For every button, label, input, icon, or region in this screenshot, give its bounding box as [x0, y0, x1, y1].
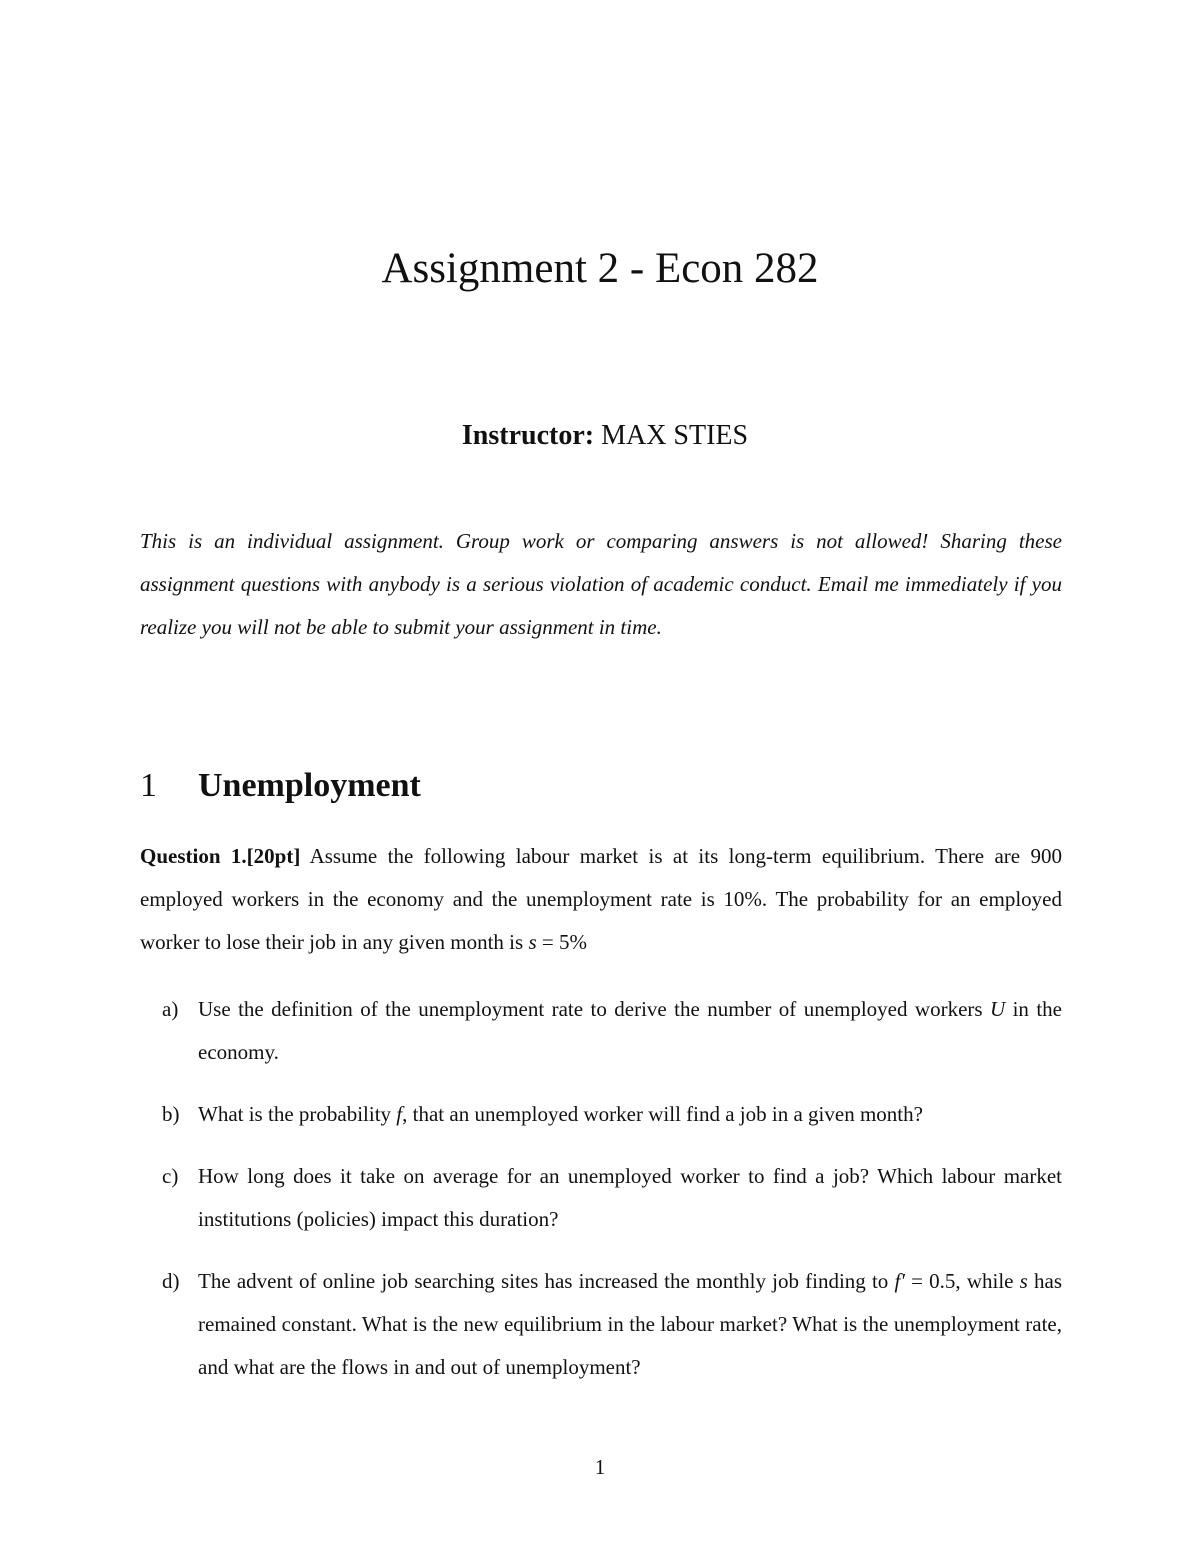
assignment-notice: This is an individual assignment. Group work or comparing answers is not allowed! Sharing these assignment questions with anybody is a serious violation of academic conduct. Email me immediately if you realize you will not be able to submit your assignment in time. — [140, 529, 1062, 639]
page-number: 1 — [594, 1455, 606, 1479]
question-1 — [140, 835, 1062, 964]
question-label: Question 1.[20pt] — [140, 844, 301, 868]
question-formula-var: s — [528, 930, 537, 954]
question-formula-rest: = 5% — [541, 930, 587, 954]
instructor-label: Instructor: — [461, 420, 595, 451]
question-text: Assume the following labour market is at its long-term equilibrium. There are 900 employed workers in the economy and the unemployment rate is 10%. The probability for an employed worker to lose their job in any given month is — [140, 844, 1063, 954]
section-heading — [140, 764, 421, 808]
part-var: U — [990, 997, 1006, 1021]
part-text-after: in the economy. — [198, 997, 1063, 1064]
section-title: Unemployment — [198, 767, 421, 804]
part-text: Use the definition of the unemployment rate to derive the number of unemployed workers — [198, 997, 983, 1021]
question-part-b — [140, 1093, 1062, 1136]
instructor-line — [0, 419, 1200, 453]
section-number: 1 — [140, 767, 157, 804]
part-text-after: , that an unemployed worker will find a job in a given month? — [402, 1102, 923, 1126]
part-text: How long does it take on average for an unemployed worker to find a job? Which labour market institutions (policies) impact this duration? — [198, 1164, 1062, 1231]
part-marker: d) — [162, 1269, 180, 1293]
part-text: The advent of online job searching sites has increased the monthly job finding to — [198, 1269, 889, 1293]
part-var-2: s — [1019, 1269, 1028, 1293]
part-text-after: = 0.5, while — [911, 1269, 1014, 1293]
question-part-c — [140, 1155, 1062, 1241]
part-marker: a) — [162, 997, 179, 1021]
instructor-name: MAX STIES — [601, 420, 749, 451]
document-title: Assignment 2 - Econ 282 — [381, 245, 819, 292]
part-marker: b) — [162, 1102, 180, 1126]
question-part-a — [140, 988, 1062, 1074]
part-var: f — [396, 1102, 403, 1126]
question-part-d — [140, 1260, 1062, 1389]
part-var: f′ — [894, 1269, 905, 1293]
part-text-after-2: has remained constant. What is the new equilibrium in the labour market? What is the unemployment rate, and what are the flows in and out of unemployment? — [198, 1269, 1063, 1379]
question-parts — [140, 988, 1062, 1408]
part-marker: c) — [162, 1164, 179, 1188]
part-text: What is the probability — [198, 1102, 392, 1126]
